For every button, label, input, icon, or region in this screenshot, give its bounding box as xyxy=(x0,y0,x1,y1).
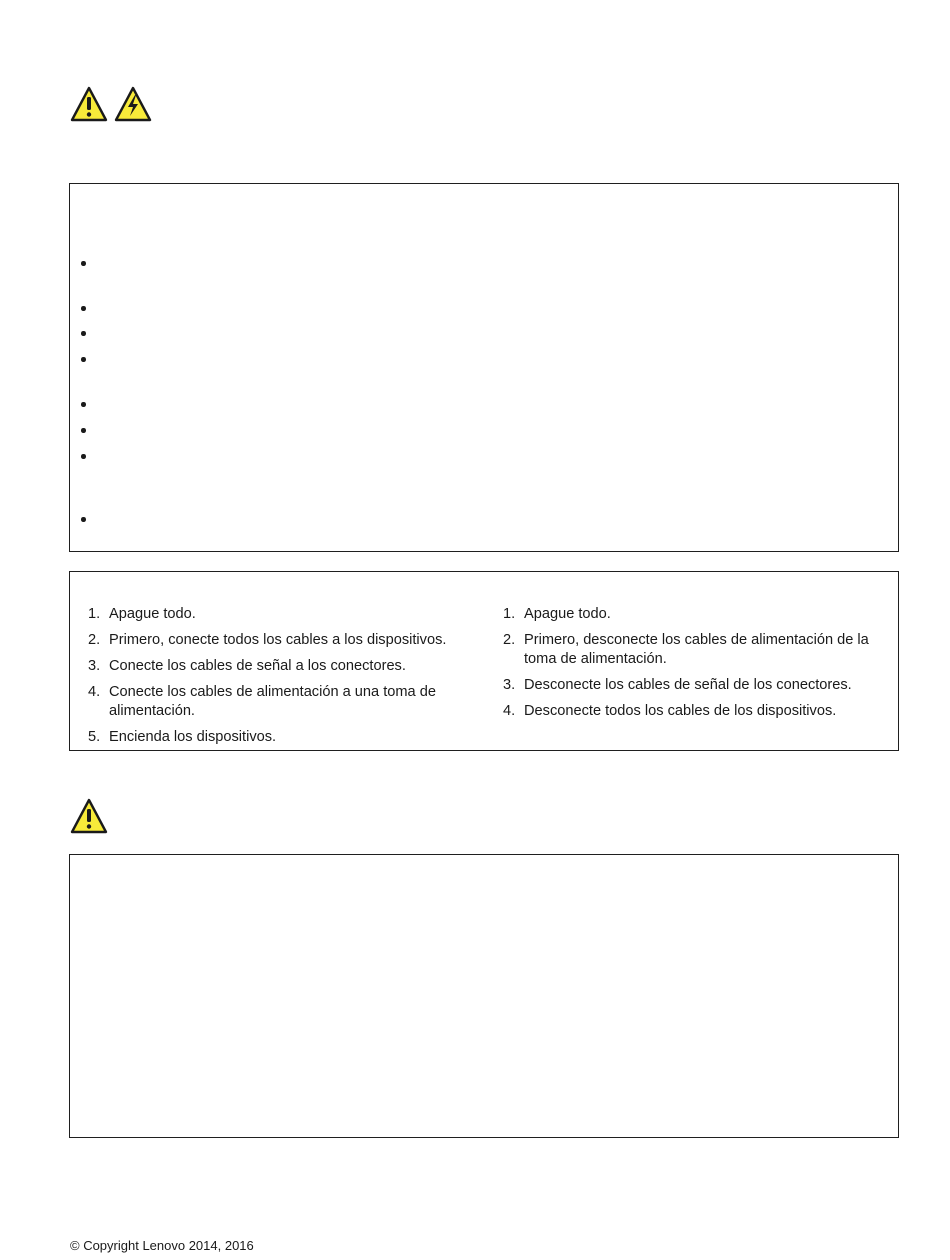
caution-notice-box xyxy=(69,854,899,1138)
list-item: 3. Conecte los cables de señal a los conectores. xyxy=(88,658,406,674)
bullet xyxy=(81,306,86,311)
bullet xyxy=(81,428,86,433)
warning-triangle-icon xyxy=(70,86,108,122)
list-item: 2. Primero, conecte todos los cables a los dispositivos. xyxy=(88,632,447,648)
bullet xyxy=(81,357,86,362)
bullet xyxy=(81,261,86,266)
electric-shock-icon xyxy=(114,86,152,122)
danger-notice-box xyxy=(69,183,899,552)
copyright-footer: © Copyright Lenovo 2014, 2016 xyxy=(70,1238,254,1253)
bullet xyxy=(81,517,86,522)
list-item: 3. Desconecte los cables de señal de los conectores. xyxy=(503,677,852,693)
bullet xyxy=(81,331,86,336)
list-item: 5. Encienda los dispositivos. xyxy=(88,729,277,745)
list-item: 4. Conecte los cables de alimentación a una toma de alimentación. xyxy=(88,684,436,719)
bullet xyxy=(81,402,86,407)
connect-disconnect-box xyxy=(69,571,899,751)
list-item: 2. Primero, desconecte los cables de alimentación de la toma de alimentación. xyxy=(503,632,869,667)
caution-icon-wrap xyxy=(70,798,108,834)
connect-steps xyxy=(88,605,478,754)
warning-triangle-icon xyxy=(70,798,108,834)
list-item: 1. Apague todo. xyxy=(88,606,196,622)
bullet xyxy=(81,454,86,459)
list-item: 4. Desconecte todos los cables de los dispositivos. xyxy=(503,703,837,719)
list-item: 1. Apague todo. xyxy=(503,606,611,622)
disconnect-steps xyxy=(503,605,888,728)
hazard-icons xyxy=(70,86,152,122)
